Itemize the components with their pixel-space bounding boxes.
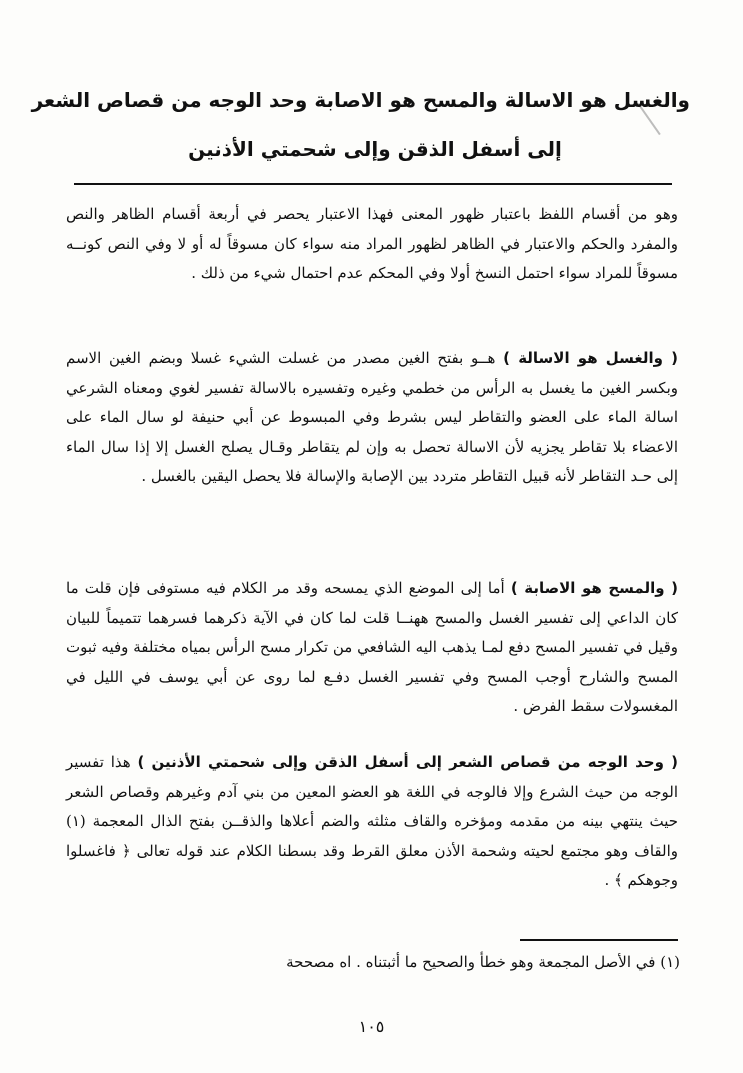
footnote: (١) في الأصل المجمعة وهو خطأ والصحيح ما أثبتناه . اه مصححة [286,953,680,971]
heading-line-2: إلى أسفل الذقن وإلى شحمتي الأذنين [188,137,562,161]
paragraph-1-text: وهو من أقسام اللفظ باعتبار ظهور المعنى فهذا الاعتبار يحصر في أربعة أقسام الظاهر والنص والمفرد والحكم والاعتبار في الظاهر لظهور المراد منه سواء كان مسوقاً له أو لا وفي النص كونــه مسوقاً للمراد سواء احتمل النسخ أولا وفي المحكم عدم احتمال شيء من ذلك . [66,205,678,282]
paragraph-3-text: أما إلى الموضع الذي يمسحه وقد مر الكلام فيه مستوفى فإن قلت ما كان الداعي إلى تفسير الغسل والمسح ههنــا قلت لما كان في الآية ذكرهما فسرهما تتميماً للبيان وقيل في تفسير المسح دفع لمـا يذهب اليه الشافعي من تكرار مسح الرأس بمياه مختلفة وفيه ثبوت المسح والشارح أوجب المسح وفي تفسير الغسل دفـع لما روى عن أبي يوسف في الليل في المغسولات سقط الفرض . [66,579,678,715]
paragraph-3-lemma: ( والمسح هو الاصابة ) [510,579,678,597]
paragraph-2 [66,344,678,492]
heading-line-1: والغسل هو الاسالة والمسح هو الاصابة وحد الوجه من قصاص الشعر [31,88,690,112]
footnote-rule [520,939,678,941]
paragraph-4 [66,748,678,896]
paragraph-1 [66,200,678,289]
heading-rule [74,183,672,185]
page-number: ١٠٥ [358,1017,385,1036]
paragraph-3 [66,574,678,722]
paragraph-4-lemma: ( وحد الوجه من قصاص الشعر إلى أسفل الذقن وإلى شحمتي الأذنين ) [137,753,678,771]
paragraph-4-text: هذا تفسير الوجه من حيث الشرع وإلا فالوجه في اللغة هو العضو المعين من بني آدم وغيرهم وقصاص الشعر حيث ينتهي بينه من مقدمه ومؤخره والقاف مثلثه والضم أعلاها والذقــن بفتح الذال المعجمة (١) والقاف وهو مجتمع لحيته وشحمة الأذن معلق القرط وقد بسطنا الكلام عند قوله تعالى ﴿ فاغسلوا وجوهكم ﴾ . [66,753,678,889]
paragraph-2-lemma: ( والغسل هو الاسالة ) [503,349,678,367]
paragraph-2-text: هــو بفتح الغين مصدر من غسلت الشيء غسلا وبضم الغين الاسم وبكسر الغين ما يغسل به الرأس من خطمي وغيره وتفسيره بالاسالة تفسير لغوي ومعناه الشرعي اسالة الماء على العضو والتقاطر ليس بشرط وفي المبسوط عن أبي حنيفة لو سال الماء على الاعضاء بلا تقاطر يجزيه لأن الاسالة تحصل به وإن لم يتقاطر وقـال يصلح الغسل إلا إذا سال الماء إلى حـد التقاطر لأنه قبيل التقاطر متردد بين الإصابة والإسالة فلا يحصل اليقين بالغسل . [66,349,678,485]
